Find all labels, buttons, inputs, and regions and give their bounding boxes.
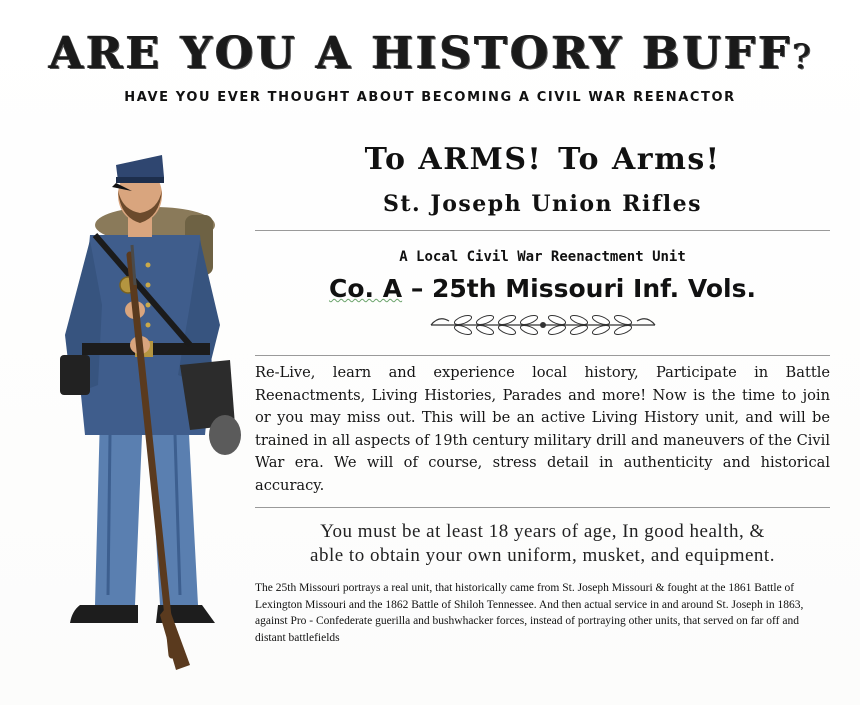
unit-name: St. Joseph Union Rifles — [382, 191, 703, 217]
company-title: Co. A – 25th Missouri Inf. Vols. — [329, 274, 756, 303]
union-soldier-illustration — [40, 135, 250, 675]
requirements-line: You must be at least 18 years of age, In good health, & — [320, 521, 765, 542]
right-column — [255, 140, 830, 646]
requirements — [255, 520, 830, 568]
unit-tagline: A Local Civil War Reenactment Unit — [399, 249, 686, 265]
description-paragraph: Re-Live, learn and experience local history, Participate in Battle Reenactments, Living Histories, Parades and more! Now is the time to join or you may miss out. This will be an active Living History unit, and will be trained in all aspects of 19th century military drill and maneuvers of the Civil War era. We will of course, stress detail in authenticity and historical accuracy. — [255, 364, 830, 494]
flourish-ornament — [423, 311, 663, 339]
divider — [255, 230, 830, 231]
history-note: The 25th Missouri portrays a real unit, that historically came from St. Joseph Missouri & fought at the 1861 Battle of Lexington Missouri and the 1862 Battle of Shiloh Tennessee. And then actual service in and around St. Joseph in 1863, against Pro - Confederate guerilla and bushwhacker forces, instead of portraying other units, that served on far off and distant battlefields — [255, 582, 804, 644]
divider — [255, 507, 830, 508]
divider — [255, 355, 830, 356]
requirements-line: able to obtain your own uniform, musket, and equipment. — [310, 545, 775, 566]
to-arms-heading: To ARMS! To Arms! — [364, 142, 721, 177]
headline: ARE YOU A HISTORY BUFF? — [49, 28, 811, 79]
subheadline: HAVE YOU EVER THOUGHT ABOUT BECOMING A CIVIL WAR REENACTOR — [124, 90, 736, 105]
